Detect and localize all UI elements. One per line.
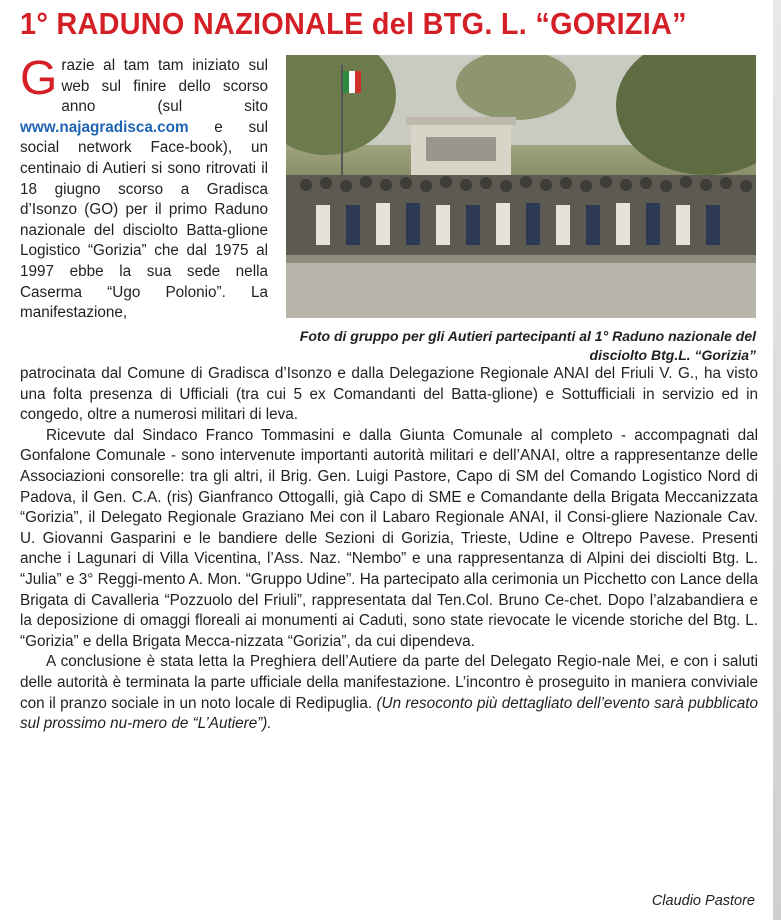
group-photo [286,55,756,318]
intro-text-2: e sul social network Face-book), un centinaio di Autieri si sono ritrovati il 18 giugno scorso a Gradisca d’Isonzo (GO) per il primo Raduno nazionale del disciolto Batta-glione Logistico “Gorizia” che dal 1975 al 1997 ebbe la sua sede nella Caserma “Ugo Polonio”. La manifestazione, [20,118,268,322]
article-title: 1° RADUNO NAZIONALE del BTG. L. “GORIZIA” [20,6,687,41]
drop-cap: G [20,52,58,105]
photo-caption: Foto di gruppo per gli Autieri partecipanti al 1° Raduno nazionale del disciolto Btg.L. “Gorizia” [299,328,756,363]
website-link[interactable]: www.najagradisca.com [20,118,189,136]
article-body [20,364,758,735]
intro-text-1: razie al tam tam iniziato sul web sul finire dello scorso anno (sul sito [61,57,268,116]
page-edge [773,0,781,920]
intro-continuation: patrocinata dal Comune di Gradisca d’Isonzo e dalla Delegazione Regionale ANAI del Friuli V. G., ha visto una folta presenza di Ufficiali (tra cui 5 ex Comandanti del Batta-glione) e Sottufficiali in servizio ed in congedo, oltre a numerosi militari di leva. [20,365,758,424]
paragraph-3-text: A conclusione è stata letta la Preghiera dell’Autiere da parte del Delegato Regio-nale Mei, e con i saluti delle autorità è terminata la parte ufficiale della manifestazione. L’incontro è proseguito in maniera conviviale con il pranzo sociale in un noto locale di Redipuglia. [20,653,758,712]
author-signature: Claudio Pastore [651,893,755,909]
paragraph-3-italic: (Un resoconto più dettagliato dell’evento sarà pubblicato sul prossimo nu-mero de “L’Autiere”). [20,694,758,733]
intro-column [20,52,268,324]
paragraph-2: Ricevute dal Sindaco Franco Tommasini e dalla Giunta Comunale al completo - accompagnati dal Gonfalone Comunale - sono intervenute importanti autorità militari e dell’ANAI, oltre a rappresentanze delle Associazioni consorelle: tra gli altri, il Brig. Gen. Luigi Pastore, Capo di SM del Comando Logistico Nord di Padova, il Gen. C.A. (ris) Gianfranco Ottogalli, già Capo di SME e Comandante della Brigata Meccanizzata “Gorizia”, il Delegato Regionale Graziano Mei con il Labaro Regionale ANAI, il Consi-gliere Nazionale Cav. U. Giovanni Gasparini e le bandiere delle Sezioni di Gorizia, Trieste, Udine e Oltrepo Pavese. Presenti anche i Lagunari di Villa Vicentina, l’Ass. Naz. “Nembo” e una rappresentanza di Alpini dei disciolti Btg. L. “Julia” e 3° Reggi-mento A. Mon. “Gruppo Udine”. Ha partecipato alla cerimonia un Picchetto con Lance della Brigata di Cavalleria “Pozzuolo del Friuli”, rappresentata dal Ten.Col. Bruno Ce-chet. Dopo l’alzabandiera e la deposizione di omaggi floreali ai monumenti ai Caduti, sono state rievocate le vicende storiche del Btg. L. “Gorizia” e della Brigata Mecca-nizzata “Gorizia”, da cui dipendeva. [20,426,758,650]
group-photo-illustration [286,55,756,318]
paragraph-3 [20,652,758,734]
